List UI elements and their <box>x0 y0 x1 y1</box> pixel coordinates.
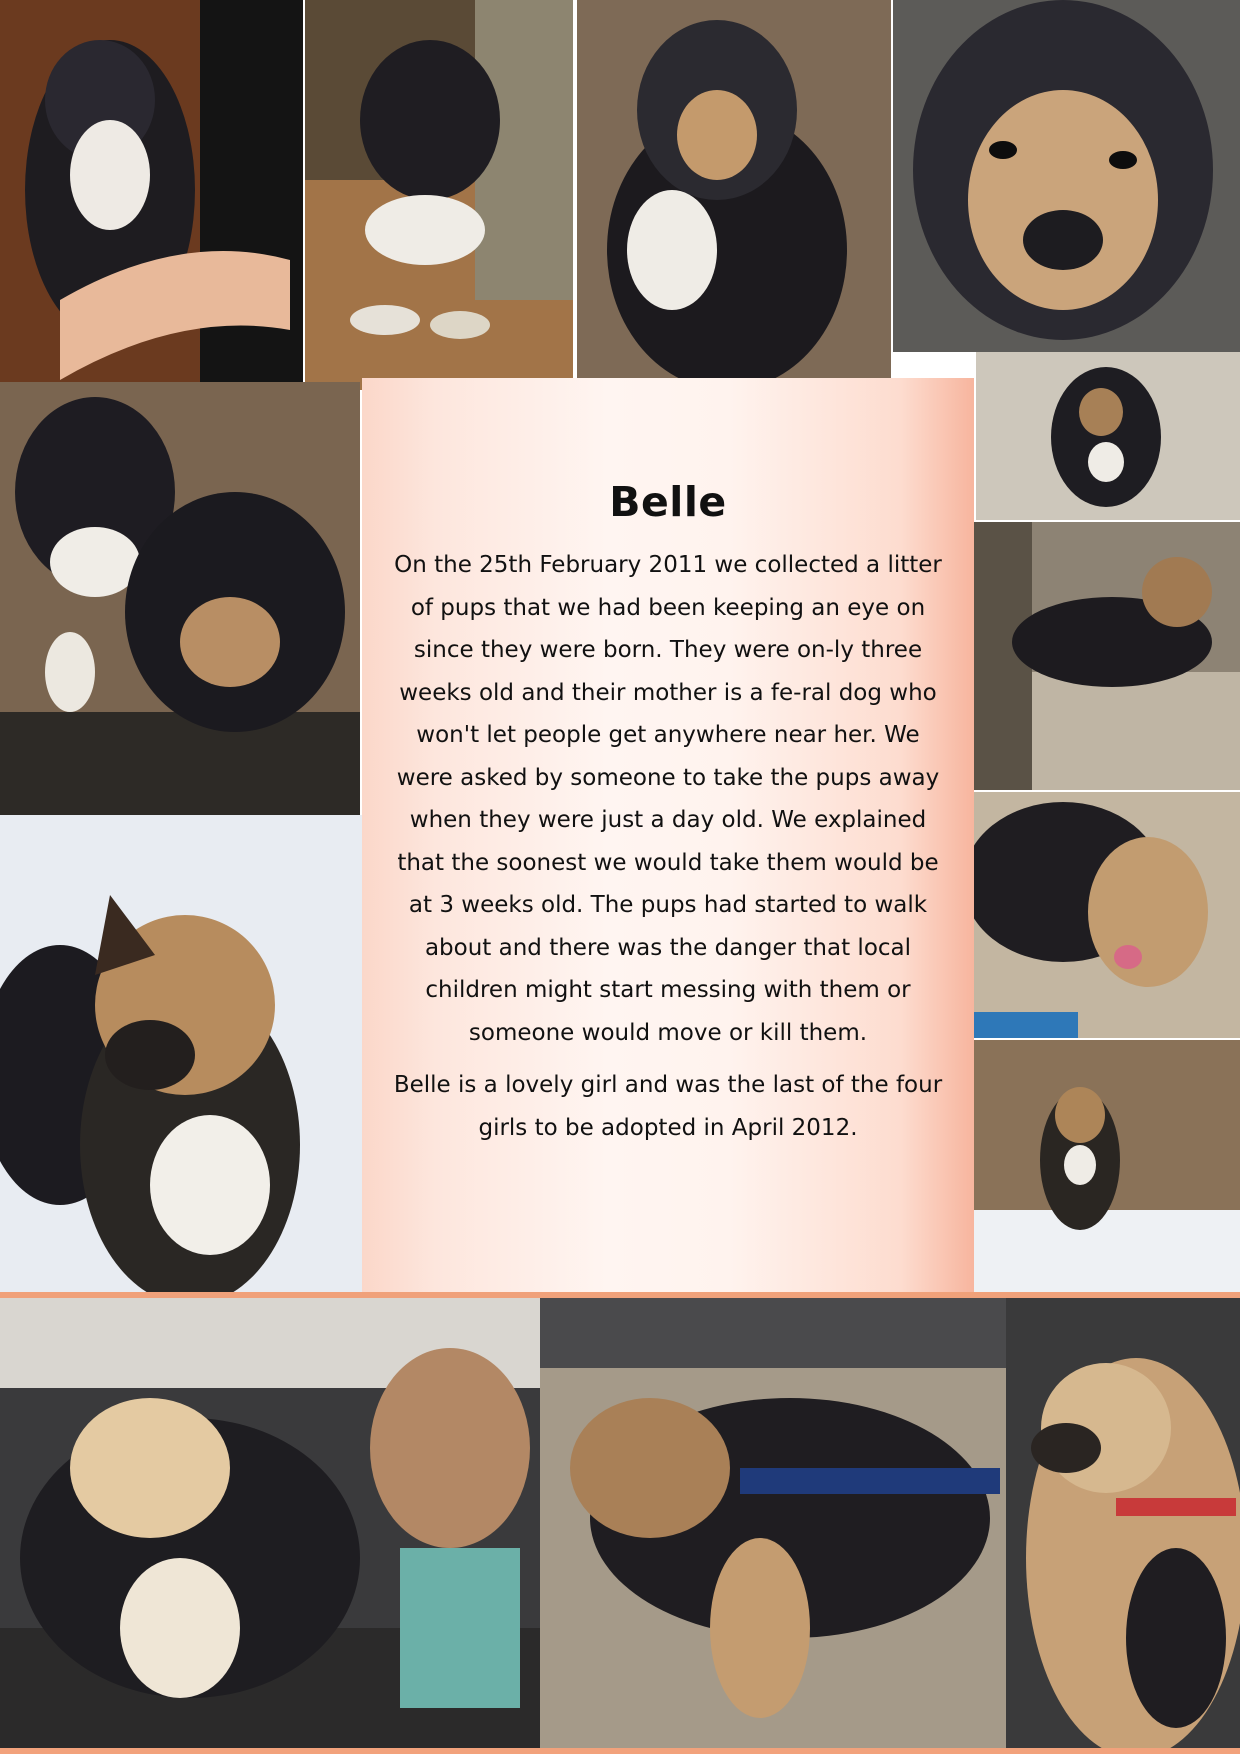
story-content <box>392 478 944 1159</box>
bottom-border <box>0 1748 1240 1754</box>
story-paragraph-2: Belle is a lovely girl and was the last of the four girls to be adopted in April 2012. <box>393 1072 943 1141</box>
photo-dog-by-fence <box>950 1040 1240 1292</box>
photo-dog-in-yard <box>976 352 1240 520</box>
photo-dog-with-girl <box>0 1298 540 1748</box>
story-paragraph-1: On the 25th February 2011 we collected a litter of pups that we had been keeping an eye on since they were born. They were on-ly three weeks old and their mother is a fe-ral dog who won't let people get anywhere near her. We were asked by someone to take the pups away when they were just a day old. We explained that the soonest we would take them would be at 3 weeks old. The pups had started to walk about and there was the danger that local children might start messing with them or someone would move or kill them. <box>394 552 942 1046</box>
dog-name-title: Belle <box>609 478 727 526</box>
photo-puppy-on-floor <box>305 0 573 390</box>
photo-two-puppies <box>0 382 360 815</box>
photo-dog-tongue-out <box>968 792 1240 1038</box>
photo-puppy-sitting <box>577 0 891 384</box>
photo-puppy-held <box>0 0 303 382</box>
photo-puppy-closeup <box>893 0 1240 352</box>
photo-dog-sniffing-hand <box>540 1298 1006 1748</box>
story-panel <box>362 378 974 1300</box>
photo-dog-on-steps <box>972 522 1240 790</box>
photo-dog-portrait <box>1006 1298 1240 1748</box>
photo-young-dog-snow <box>0 815 372 1292</box>
